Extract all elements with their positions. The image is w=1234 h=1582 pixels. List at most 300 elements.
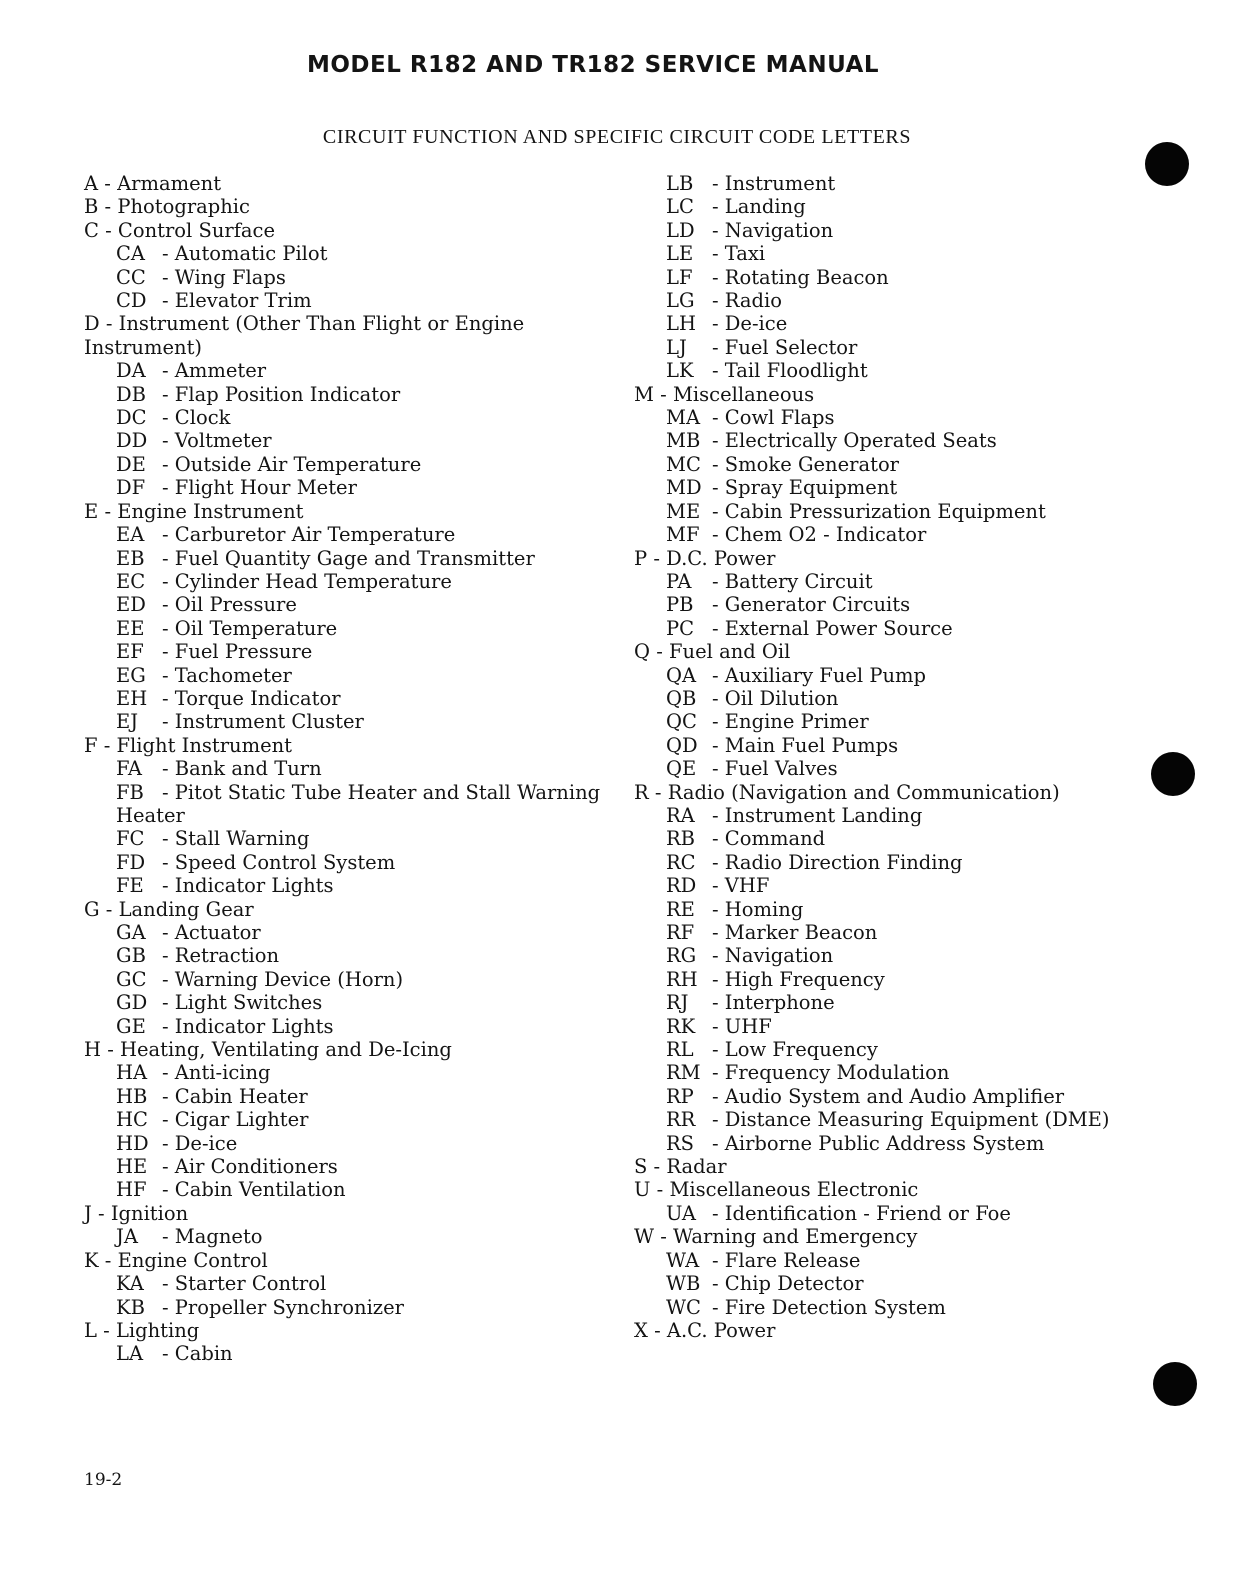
- circuit-code: R: [634, 780, 649, 804]
- circuit-code: KB: [116, 1295, 145, 1319]
- circuit-code: E: [84, 499, 99, 523]
- sub-code-entry: [634, 921, 1194, 944]
- circuit-description: UHF: [724, 1014, 772, 1038]
- circuit-code: LH: [666, 312, 696, 336]
- circuit-code: G: [84, 897, 100, 921]
- circuit-code: ME: [666, 499, 701, 523]
- circuit-code: U: [634, 1178, 651, 1202]
- circuit-description: Fire Detection System: [724, 1295, 946, 1319]
- separator: -: [712, 1084, 725, 1108]
- circuit-description: High Frequency: [724, 967, 885, 991]
- sub-code-entry: [84, 757, 634, 780]
- sub-code-entry: [634, 944, 1194, 967]
- separator: -: [99, 897, 119, 921]
- circuit-code: DF: [116, 476, 146, 500]
- sub-code-entry: [84, 1015, 634, 1038]
- circuit-description: Tachometer: [174, 663, 292, 687]
- circuit-code: EJ: [116, 710, 139, 734]
- circuit-code: QD: [666, 733, 698, 757]
- circuit-code: RL: [666, 1038, 694, 1062]
- circuit-description: Cabin Heater: [174, 1084, 308, 1108]
- circuit-description: Bank and Turn: [174, 757, 322, 781]
- circuit-description: Speed Control System: [174, 850, 396, 874]
- separator: -: [162, 1295, 175, 1319]
- separator: -: [162, 1014, 175, 1038]
- circuit-code: RF: [666, 921, 695, 944]
- circuit-description: Radio Direction Finding: [724, 850, 963, 874]
- circuit-description: Heating, Ventilating and De-Icing: [120, 1038, 452, 1062]
- circuit-description: Propeller Synchronizer: [174, 1295, 404, 1319]
- circuit-description: Instrument Cluster: [174, 710, 364, 734]
- circuit-code: GD: [116, 991, 148, 1015]
- circuit-description: Miscellaneous Electronic: [669, 1178, 919, 1202]
- circuit-description: Clock: [174, 406, 231, 430]
- circuit-description: Indicator Lights: [174, 874, 334, 898]
- separator: -: [712, 850, 725, 874]
- sub-code-entry: [634, 1085, 1194, 1108]
- circuit-code: RG: [666, 944, 697, 968]
- main-code-entry: [84, 312, 634, 335]
- circuit-code: WB: [666, 1272, 701, 1296]
- left-code-column: [84, 172, 634, 1366]
- circuit-code: PC: [666, 616, 695, 640]
- separator: -: [650, 1178, 670, 1202]
- circuit-code: RJ: [666, 991, 689, 1015]
- circuit-description: Fuel Valves: [724, 757, 838, 781]
- separator: -: [712, 242, 725, 266]
- separator: -: [712, 686, 725, 710]
- main-code-entry: [84, 1319, 634, 1342]
- separator: -: [712, 1061, 725, 1085]
- separator: -: [712, 476, 725, 500]
- sub-code-entry: [84, 664, 634, 687]
- circuit-code: RS: [666, 1131, 695, 1155]
- separator: -: [99, 312, 119, 336]
- sub-code-entry: [634, 851, 1194, 874]
- sub-code-entry: [84, 453, 634, 476]
- separator: -: [162, 476, 175, 500]
- circuit-code: FD: [116, 850, 146, 874]
- separator: -: [712, 1201, 725, 1225]
- sub-code-entry: [84, 710, 634, 733]
- separator: -: [712, 827, 725, 851]
- circuit-code: QE: [666, 757, 697, 781]
- sub-code-entry: [634, 172, 1194, 195]
- circuit-code: H: [84, 1038, 102, 1062]
- circuit-description: Chip Detector: [724, 1272, 864, 1296]
- circuit-code: UA: [666, 1201, 696, 1225]
- sub-code-entry: [84, 476, 634, 499]
- main-code-entry: [84, 219, 634, 242]
- circuit-code: M: [634, 382, 654, 406]
- sub-code-entry: [84, 851, 634, 874]
- separator: -: [98, 195, 118, 219]
- sub-code-entry: [84, 921, 634, 944]
- circuit-description: Cowl Flaps: [724, 406, 835, 430]
- circuit-code: K: [84, 1248, 99, 1272]
- circuit-code: W: [634, 1225, 655, 1249]
- circuit-description: Low Frequency: [724, 1038, 878, 1062]
- sub-code-entry: [634, 1132, 1194, 1155]
- circuit-code: GB: [116, 944, 146, 968]
- circuit-code: B: [84, 195, 99, 219]
- circuit-code: CA: [116, 242, 146, 266]
- separator: -: [162, 242, 175, 266]
- sub-code-entry: [84, 593, 634, 616]
- circuit-code: HA: [116, 1061, 148, 1085]
- circuit-description: Instrument (Other Than Flight or Engine: [118, 312, 525, 336]
- sub-code-entry: [634, 968, 1194, 991]
- circuit-description: Elevator Trim: [174, 289, 312, 313]
- circuit-code: LG: [666, 289, 695, 313]
- separator: -: [162, 850, 175, 874]
- circuit-description: Outside Air Temperature: [174, 452, 422, 476]
- separator: -: [712, 335, 725, 359]
- separator: -: [162, 757, 175, 781]
- circuit-description: Generator Circuits: [724, 593, 911, 617]
- separator: -: [162, 359, 175, 383]
- circuit-code: WC: [666, 1295, 701, 1319]
- circuit-description: Marker Beacon: [724, 921, 878, 944]
- circuit-code: HF: [116, 1178, 147, 1202]
- sub-code-entry: [634, 991, 1194, 1014]
- sub-code-entry: [634, 523, 1194, 546]
- sub-code-entry: [84, 1108, 634, 1131]
- main-code-entry: [84, 500, 634, 523]
- circuit-description: Actuator: [174, 921, 261, 944]
- circuit-description: A.C. Power: [666, 1318, 776, 1342]
- separator: -: [162, 406, 175, 430]
- sub-code-entry: [634, 359, 1194, 382]
- circuit-description: Identification - Friend or Foe: [724, 1201, 1011, 1225]
- circuit-description: Smoke Generator: [724, 452, 900, 476]
- sub-code-entry: [634, 312, 1194, 335]
- sub-code-entry: [634, 804, 1194, 827]
- circuit-code: RM: [666, 1061, 701, 1085]
- separator: -: [162, 546, 175, 570]
- circuit-description: De-ice: [174, 1131, 238, 1155]
- binder-hole-middle: [1151, 752, 1195, 796]
- circuit-code: RR: [666, 1108, 696, 1132]
- circuit-code: DC: [116, 406, 147, 430]
- main-code-entry: [634, 383, 1194, 406]
- circuit-description: Command: [724, 827, 826, 851]
- separator: -: [712, 523, 725, 547]
- circuit-description: Automatic Pilot: [174, 242, 328, 266]
- circuit-description: Miscellaneous: [672, 382, 815, 406]
- sub-code-entry: [634, 687, 1194, 710]
- sub-code-entry: [84, 547, 634, 570]
- circuit-code: JA: [116, 1225, 138, 1249]
- main-code-entry: [634, 781, 1194, 804]
- sub-code-entry: [84, 1225, 634, 1248]
- separator: -: [162, 967, 175, 991]
- circuit-description: Rotating Beacon: [724, 265, 889, 289]
- sub-code-entry: [634, 266, 1194, 289]
- circuit-code: GC: [116, 967, 147, 991]
- circuit-description: Frequency Modulation: [724, 1061, 950, 1085]
- separator: -: [162, 1272, 175, 1296]
- sub-code-entry: [634, 874, 1194, 897]
- sub-code-entry: [84, 242, 634, 265]
- circuit-code: FC: [116, 827, 145, 851]
- sub-code-entry: [84, 944, 634, 967]
- sub-code-entry: [634, 617, 1194, 640]
- main-code-entry: [84, 898, 634, 921]
- separator: -: [712, 1038, 725, 1062]
- circuit-description: D.C. Power: [666, 546, 776, 570]
- separator: -: [162, 593, 175, 617]
- separator: -: [712, 803, 725, 827]
- circuit-code: EC: [116, 569, 146, 593]
- sub-code-entry: [634, 593, 1194, 616]
- circuit-description: Warning Device (Horn): [174, 967, 404, 991]
- circuit-description: Flap Position Indicator: [174, 382, 401, 406]
- circuit-code: RH: [666, 967, 698, 991]
- sub-code-entry: [634, 1296, 1194, 1319]
- separator: -: [712, 757, 725, 781]
- sub-code-entry: [84, 1085, 634, 1108]
- circuit-description: De-ice: [724, 312, 788, 336]
- separator: -: [91, 1201, 111, 1225]
- circuit-code: P: [634, 546, 648, 570]
- circuit-code: FE: [116, 874, 144, 898]
- sub-code-entry: [634, 1272, 1194, 1295]
- main-code-entry: [634, 640, 1194, 663]
- circuit-description: Engine Control: [117, 1248, 268, 1272]
- separator: -: [712, 499, 725, 523]
- sub-code-entry: [634, 734, 1194, 757]
- circuit-description: Warning and Emergency: [673, 1225, 918, 1249]
- main-code-entry: [84, 734, 634, 757]
- sub-code-entry: [84, 266, 634, 289]
- circuit-description: Instrument Landing: [724, 803, 923, 827]
- circuit-code: LD: [666, 218, 695, 242]
- separator: -: [162, 1131, 175, 1155]
- sub-code-entry: [634, 289, 1194, 312]
- circuit-description: Audio System and Audio Amplifier: [724, 1084, 1065, 1108]
- circuit-code: PA: [666, 569, 692, 593]
- circuit-description: VHF: [724, 874, 770, 898]
- sub-code-entry: [84, 359, 634, 382]
- circuit-code: QB: [666, 686, 697, 710]
- sub-code-entry: [84, 1155, 634, 1178]
- circuit-code: ED: [116, 593, 146, 617]
- page-title: MODEL R182 AND TR182 SERVICE MANUAL: [306, 52, 879, 78]
- circuit-description: Homing: [724, 897, 804, 921]
- sub-code-entry: [634, 476, 1194, 499]
- sub-code-entry: [84, 1296, 634, 1319]
- circuit-description: Distance Measuring Equipment (DME): [724, 1108, 1110, 1132]
- circuit-description: Navigation: [724, 944, 834, 968]
- separator: -: [96, 1318, 116, 1342]
- main-code-entry: [84, 1249, 634, 1272]
- separator: -: [712, 289, 725, 313]
- circuit-code: HB: [116, 1084, 148, 1108]
- right-code-column: [634, 172, 1194, 1342]
- circuit-code: MA: [666, 406, 701, 430]
- sub-code-entry: [84, 1132, 634, 1155]
- circuit-description: Interphone: [724, 991, 835, 1015]
- circuit-description: Engine Primer: [724, 710, 869, 734]
- circuit-description: Radar: [666, 1155, 727, 1179]
- separator: -: [712, 406, 725, 430]
- separator: -: [712, 1272, 725, 1296]
- circuit-code: LA: [116, 1342, 144, 1366]
- separator: -: [162, 640, 175, 664]
- sub-code-entry: [634, 195, 1194, 218]
- circuit-code: FB: [116, 780, 144, 804]
- circuit-description: Engine Instrument: [117, 499, 304, 523]
- separator: -: [712, 967, 725, 991]
- circuit-description: Chem O2 - Indicator: [724, 523, 927, 547]
- separator: -: [712, 265, 725, 289]
- circuit-description: Landing: [724, 195, 806, 219]
- separator: -: [98, 218, 118, 242]
- sub-code-entry: [84, 383, 634, 406]
- circuit-description: Flight Instrument: [116, 733, 293, 757]
- main-code-entry: [84, 195, 634, 218]
- separator: -: [712, 359, 725, 383]
- section-heading: CIRCUIT FUNCTION AND SPECIFIC CIRCUIT CODE LETTERS: [322, 126, 912, 148]
- circuit-code: F: [84, 733, 98, 757]
- separator: -: [712, 944, 725, 968]
- circuit-code: J: [84, 1201, 92, 1225]
- main-code-entry: [634, 1155, 1194, 1178]
- circuit-description: External Power Source: [724, 616, 953, 640]
- circuit-code: Q: [634, 640, 650, 664]
- circuit-code: LE: [666, 242, 694, 266]
- sub-code-entry: [634, 336, 1194, 359]
- sub-code-entry: [634, 453, 1194, 476]
- circuit-description: Instrument: [724, 172, 836, 195]
- circuit-code: D: [84, 312, 100, 336]
- continuation-text: Heater: [116, 803, 185, 827]
- circuit-code: EA: [116, 523, 145, 547]
- circuit-description: Ammeter: [174, 359, 267, 383]
- sub-code-entry: [84, 1272, 634, 1295]
- separator: -: [712, 452, 725, 476]
- circuit-code: QA: [666, 663, 697, 687]
- circuit-description: Cigar Lighter: [174, 1108, 309, 1132]
- binder-hole-bottom: [1153, 1362, 1197, 1406]
- separator: -: [647, 546, 667, 570]
- circuit-code: EF: [116, 640, 144, 664]
- circuit-code: QC: [666, 710, 697, 734]
- separator: -: [712, 1014, 725, 1038]
- circuit-description: Radio: [724, 289, 783, 313]
- sub-code-entry: [634, 1061, 1194, 1084]
- circuit-description: Stall Warning: [174, 827, 310, 851]
- separator: -: [712, 1131, 725, 1155]
- circuit-description: Carburetor Air Temperature: [174, 523, 456, 547]
- separator: -: [101, 1038, 121, 1062]
- circuit-code: LJ: [666, 335, 687, 359]
- separator: -: [712, 874, 725, 898]
- separator: -: [650, 640, 669, 664]
- circuit-description: Pitot Static Tube Heater and Stall Warning: [174, 780, 601, 804]
- separator: -: [162, 921, 175, 944]
- circuit-description: Photographic: [117, 195, 250, 219]
- main-code-entry: [634, 547, 1194, 570]
- sub-code-entry: [634, 757, 1194, 780]
- separator: -: [162, 1108, 175, 1132]
- separator: -: [653, 382, 673, 406]
- circuit-code: FA: [116, 757, 142, 781]
- circuit-description: Light Switches: [174, 991, 323, 1015]
- circuit-code: LC: [666, 195, 694, 219]
- circuit-description: Wing Flaps: [174, 265, 286, 289]
- separator: -: [162, 991, 175, 1015]
- sub-code-entry: [84, 968, 634, 991]
- separator: -: [712, 1108, 725, 1132]
- separator: -: [162, 686, 175, 710]
- separator: -: [162, 289, 175, 313]
- sub-code-entry: [84, 1061, 634, 1084]
- circuit-code: RD: [666, 874, 697, 898]
- circuit-code: LK: [666, 359, 694, 383]
- separator: -: [712, 569, 725, 593]
- separator: -: [712, 1248, 725, 1272]
- separator: -: [162, 663, 175, 687]
- circuit-description: Landing Gear: [118, 897, 254, 921]
- page-number: 19-2: [84, 1470, 123, 1490]
- separator: -: [712, 733, 725, 757]
- circuit-description: Air Conditioners: [174, 1155, 338, 1179]
- sub-code-entry: [634, 710, 1194, 733]
- sub-code-entry: [634, 898, 1194, 921]
- separator: -: [98, 499, 118, 523]
- separator: -: [162, 429, 175, 453]
- circuit-description: Spray Equipment: [724, 476, 898, 500]
- circuit-code: CD: [116, 289, 147, 313]
- sub-code-entry: [84, 523, 634, 546]
- sub-code-entry: [84, 1178, 634, 1201]
- main-code-entry: [84, 1202, 634, 1225]
- separator: -: [97, 733, 117, 757]
- circuit-code: RE: [666, 897, 695, 921]
- circuit-code: RC: [666, 850, 696, 874]
- circuit-description: Navigation: [724, 218, 834, 242]
- circuit-description: Fuel Selector: [724, 335, 858, 359]
- circuit-code: X: [634, 1318, 648, 1342]
- circuit-code: RA: [666, 803, 695, 827]
- separator: -: [712, 921, 725, 944]
- separator: -: [162, 382, 175, 406]
- sub-code-entry: [84, 289, 634, 312]
- separator: -: [712, 195, 725, 219]
- separator: -: [712, 663, 725, 687]
- separator: -: [162, 780, 175, 804]
- separator: -: [712, 991, 725, 1015]
- sub-code-entry: [84, 617, 634, 640]
- circuit-description: Tail Floodlight: [724, 359, 868, 383]
- separator: -: [162, 710, 175, 734]
- separator: -: [712, 172, 725, 195]
- circuit-code: L: [84, 1318, 97, 1342]
- circuit-code: PB: [666, 593, 694, 617]
- circuit-code: MF: [666, 523, 700, 547]
- main-code-entry: [634, 1319, 1194, 1342]
- main-code-entry: [634, 1225, 1194, 1248]
- separator: -: [162, 1155, 175, 1179]
- binder-hole-top: [1145, 142, 1189, 186]
- separator: -: [162, 452, 175, 476]
- separator: -: [712, 710, 725, 734]
- circuit-description: Lighting: [115, 1318, 200, 1342]
- circuit-code: EG: [116, 663, 146, 687]
- circuit-code: RB: [666, 827, 696, 851]
